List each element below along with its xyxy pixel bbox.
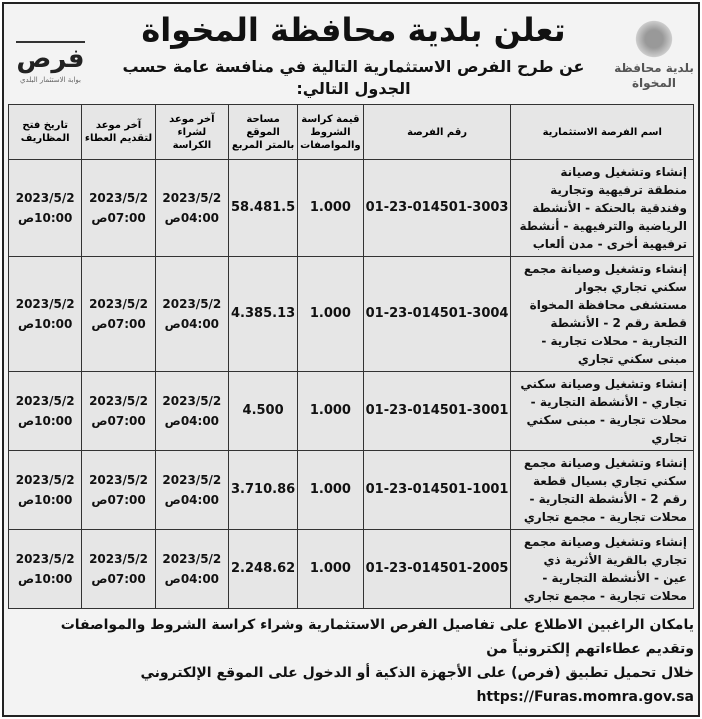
page-title: تعلن بلدية محافظة المخواة — [141, 11, 566, 49]
booklet-value — [298, 451, 363, 530]
open-time: 10:00ص — [18, 572, 73, 586]
open-date: 2023/5/2 — [15, 394, 75, 408]
open-time: 10:00ص — [18, 211, 73, 225]
col-name: اسم الفرصة الاستثمارية — [511, 105, 694, 160]
number: 01-23-014501-3003 — [365, 200, 509, 215]
emblem-icon — [634, 17, 674, 61]
site-area — [229, 451, 298, 530]
open-date: 2023/5/2 — [15, 191, 75, 205]
buy-deadline — [155, 160, 228, 257]
footer-note — [8, 613, 694, 709]
buy-deadline — [155, 257, 228, 372]
submit-time: 07:00ص — [91, 317, 146, 331]
buy-time: 04:00ص — [164, 414, 220, 428]
name: إنشاء وتشغيل وصيانة مجمع سكني تجاري بسيال قطعة رقم 2 - الأنشطة التجارية - محلات تجارية - مجمع تجاري — [523, 456, 687, 524]
submit-deadline — [82, 257, 155, 372]
buy-deadline — [155, 530, 228, 609]
value: 1.000 — [309, 200, 351, 215]
col-opening-date: تاريخ فتح المظاريف — [9, 105, 82, 160]
municipality-logo-text: بلدية محافظة المخواة — [614, 61, 694, 90]
header-text — [99, 8, 608, 100]
footer-line-1: يامكان الراغبين الاطلاع على تفاصيل الفرص الاستثمارية وشراء كراسة الشروط والمواصفات وتقديم عطاءاتهم إلكترونياً من — [60, 617, 694, 657]
buy-date: 2023/5/2 — [162, 297, 222, 311]
open-date: 2023/5/2 — [15, 297, 75, 311]
furas-logo-text: فرص — [16, 44, 85, 74]
page-subtitle: عن طرح الفرص الاستثمارية التالية في منافسة عامة حسب الجدول التالي: — [122, 57, 585, 98]
submit-time: 07:00ص — [91, 211, 146, 225]
table-row — [9, 530, 694, 609]
website-link[interactable]: https://Furas.momra.gov.sa — [476, 689, 694, 705]
opening-date — [9, 372, 82, 451]
name: إنشاء وتشغيل وصيانة منطقة ترفيهية وتجارية وفندقية بالحنكة - الأنشطة الرياضية والترفيهية - أنشطة ترفيهية أخرى - مدن ألعاب — [519, 165, 687, 251]
area: 58.481.5 — [231, 200, 296, 215]
col-submit-deadline: آخر موعد لتقديم العطاء — [82, 105, 155, 160]
buy-date: 2023/5/2 — [162, 191, 222, 205]
open-time: 10:00ص — [18, 493, 73, 507]
number: 01-23-014501-3004 — [365, 306, 509, 321]
table-row — [9, 451, 694, 530]
footer-line-2 — [8, 661, 694, 709]
value: 1.000 — [309, 482, 351, 497]
buy-date: 2023/5/2 — [162, 473, 222, 487]
opportunity-number — [363, 530, 511, 609]
col-number: رقم الفرصة — [363, 105, 511, 160]
opening-date — [9, 160, 82, 257]
site-area — [229, 372, 298, 451]
submit-date: 2023/5/2 — [89, 297, 148, 311]
submit-date: 2023/5/2 — [89, 394, 148, 408]
submit-time: 07:00ص — [91, 493, 146, 507]
opportunity-number — [363, 160, 511, 257]
opportunity-name — [511, 530, 694, 609]
site-area — [229, 530, 298, 609]
value: 1.000 — [309, 561, 351, 576]
site-area — [229, 257, 298, 372]
number: 01-23-014501-1001 — [365, 482, 509, 497]
buy-time: 04:00ص — [164, 493, 220, 507]
site-area — [229, 160, 298, 257]
submit-deadline — [82, 372, 155, 451]
area: 4.500 — [242, 403, 284, 418]
booklet-value — [298, 257, 363, 372]
submit-date: 2023/5/2 — [89, 473, 148, 487]
number: 01-23-014501-2005 — [365, 561, 509, 576]
value: 1.000 — [309, 403, 351, 418]
skyline-icon — [16, 23, 85, 43]
booklet-value — [298, 530, 363, 609]
footer-line-2-text: خلال تحميل تطبيق (فرص) على الأجهزة الذكية أو الدخول على الموقع الإلكتروني — [140, 665, 694, 681]
opportunity-name — [511, 451, 694, 530]
name: إنشاء وتشغيل وصيانة سكني تجاري - الأنشطة التجارية - محلات تجارية - مبنى سكني تجاري — [520, 377, 687, 445]
opening-date — [9, 451, 82, 530]
table-row — [9, 257, 694, 372]
buy-date: 2023/5/2 — [162, 394, 222, 408]
opportunity-name — [511, 257, 694, 372]
number: 01-23-014501-3001 — [365, 403, 509, 418]
buy-deadline — [155, 372, 228, 451]
name: إنشاء وتشغيل وصيانة مجمع تجاري بالقرية الأثرية ذي عين - الأنشطة التجارية - محلات تجارية - مجمع تجاري — [523, 535, 687, 603]
submit-deadline — [82, 451, 155, 530]
furas-tagline: بوابة الاستثمار البلدي — [20, 76, 81, 84]
table-header-row — [9, 105, 694, 160]
table-row — [9, 160, 694, 257]
opening-date — [9, 530, 82, 609]
submit-date: 2023/5/2 — [89, 191, 148, 205]
value: 1.000 — [309, 306, 351, 321]
open-date: 2023/5/2 — [15, 552, 75, 566]
name: إنشاء وتشغيل وصيانة مجمع سكني تجاري بجوار مستشفى محافظة المخواة قطعة رقم 2 - الأنشطة التجارية - محلات تجارية - مبنى سكني تجاري — [523, 262, 687, 366]
opportunity-name — [511, 372, 694, 451]
open-time: 10:00ص — [18, 414, 73, 428]
opening-date — [9, 257, 82, 372]
advertisement — [2, 2, 700, 717]
booklet-value — [298, 372, 363, 451]
submit-time: 07:00ص — [91, 572, 146, 586]
col-buy-deadline: آخر موعد لشراء الكراسة — [155, 105, 228, 160]
open-time: 10:00ص — [18, 317, 73, 331]
submit-deadline — [82, 160, 155, 257]
submit-deadline — [82, 530, 155, 609]
buy-time: 04:00ص — [164, 211, 220, 225]
submit-date: 2023/5/2 — [89, 552, 148, 566]
booklet-value — [298, 160, 363, 257]
buy-time: 04:00ص — [164, 317, 220, 331]
opportunity-number — [363, 451, 511, 530]
opportunity-number — [363, 372, 511, 451]
buy-date: 2023/5/2 — [162, 552, 222, 566]
furas-logo — [8, 23, 93, 85]
buy-time: 04:00ص — [164, 572, 220, 586]
open-date: 2023/5/2 — [15, 473, 75, 487]
header — [8, 8, 694, 100]
opportunity-number — [363, 257, 511, 372]
municipality-logo — [614, 17, 694, 91]
opportunities-table — [8, 104, 694, 609]
col-value: قيمة كراسة الشروط والمواصفات — [298, 105, 363, 160]
buy-deadline — [155, 451, 228, 530]
area: 4.385.13 — [231, 306, 296, 321]
opportunity-name — [511, 160, 694, 257]
submit-time: 07:00ص — [91, 414, 146, 428]
table-row — [9, 372, 694, 451]
col-area: مساحة الموقع بالمتر المربع — [229, 105, 298, 160]
area: 3.710.86 — [231, 482, 296, 497]
area: 2.248.62 — [231, 561, 296, 576]
